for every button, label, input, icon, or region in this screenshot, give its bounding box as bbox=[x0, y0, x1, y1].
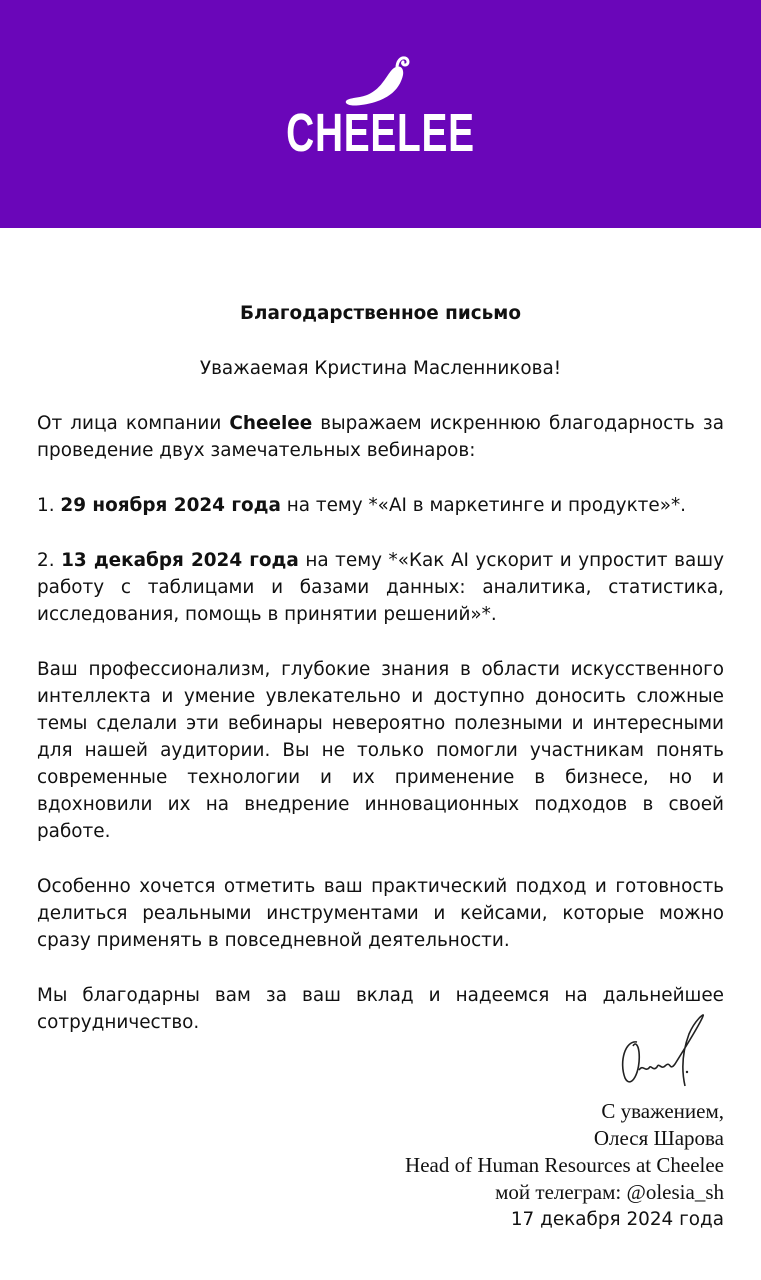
letter-body bbox=[37, 300, 724, 1064]
company-name: Cheelee bbox=[229, 413, 313, 434]
item-number: 2. bbox=[37, 550, 62, 571]
webinar-item-2 bbox=[37, 547, 724, 628]
header-banner bbox=[0, 0, 761, 228]
intro-text-rest: выражаем искреннюю благодарность за проведение двух замечательных вебинаров: bbox=[37, 413, 724, 461]
letter-title: Благодарственное письмо bbox=[240, 303, 521, 324]
closing: С уважением, bbox=[601, 1099, 724, 1123]
signature-block bbox=[405, 1098, 724, 1233]
body-paragraph: Ваш профессионализм, глубокие знания в области искусственного интеллекта и умение увлекательно и доступно доносить сложные темы сделали эти вебинары невероятно полезными и интересными для нашей аудитории. Вы не только помогли участникам понять современные технологии и их применение в бизнесе, но и вдохновили их на внедрение инновационных подходов в своей работе. bbox=[37, 659, 724, 842]
item-topic: на тему *«AI в маркетинге и продукте»*. bbox=[280, 495, 686, 516]
item-number: 1. bbox=[37, 495, 61, 516]
webinar-item-1 bbox=[37, 492, 724, 519]
body-paragraph: Мы благодарны вам за ваш вклад и надеемся на дальнейшее сотрудничество. bbox=[37, 985, 724, 1033]
item-date: 29 ноября 2024 года bbox=[60, 495, 281, 516]
intro-paragraph bbox=[37, 410, 724, 464]
body-paragraph: Особенно хочется отметить ваш практический подход и готовность делиться реальными инструментами и кейсами, которые можно сразу применять в повседневной деятельности. bbox=[37, 876, 724, 951]
letter-greeting: Уважаемая Кристина Масленникова! bbox=[199, 358, 562, 379]
item-date: 13 декабря 2024 года bbox=[61, 550, 299, 571]
logo-wordmark: CHEELEE bbox=[286, 103, 475, 163]
signer-position: Head of Human Resources at Cheelee bbox=[405, 1153, 724, 1177]
cheelee-logo bbox=[0, 55, 761, 163]
signer-telegram: мой телеграм: @olesia_sh bbox=[495, 1180, 724, 1204]
signer-name: Олеся Шарова bbox=[593, 1126, 724, 1150]
intro-text: От лица компании bbox=[37, 413, 230, 434]
letter-date: 17 декабря 2024 года bbox=[510, 1209, 724, 1230]
item-topic: на тему *«Как AI ускорит и упростит вашу работу с таблицами и базами данных: аналитика, статистика, исследования, помощь в принятии решений»*. bbox=[37, 550, 724, 625]
chili-pepper-icon bbox=[341, 55, 421, 107]
handwritten-signature bbox=[615, 1012, 710, 1092]
